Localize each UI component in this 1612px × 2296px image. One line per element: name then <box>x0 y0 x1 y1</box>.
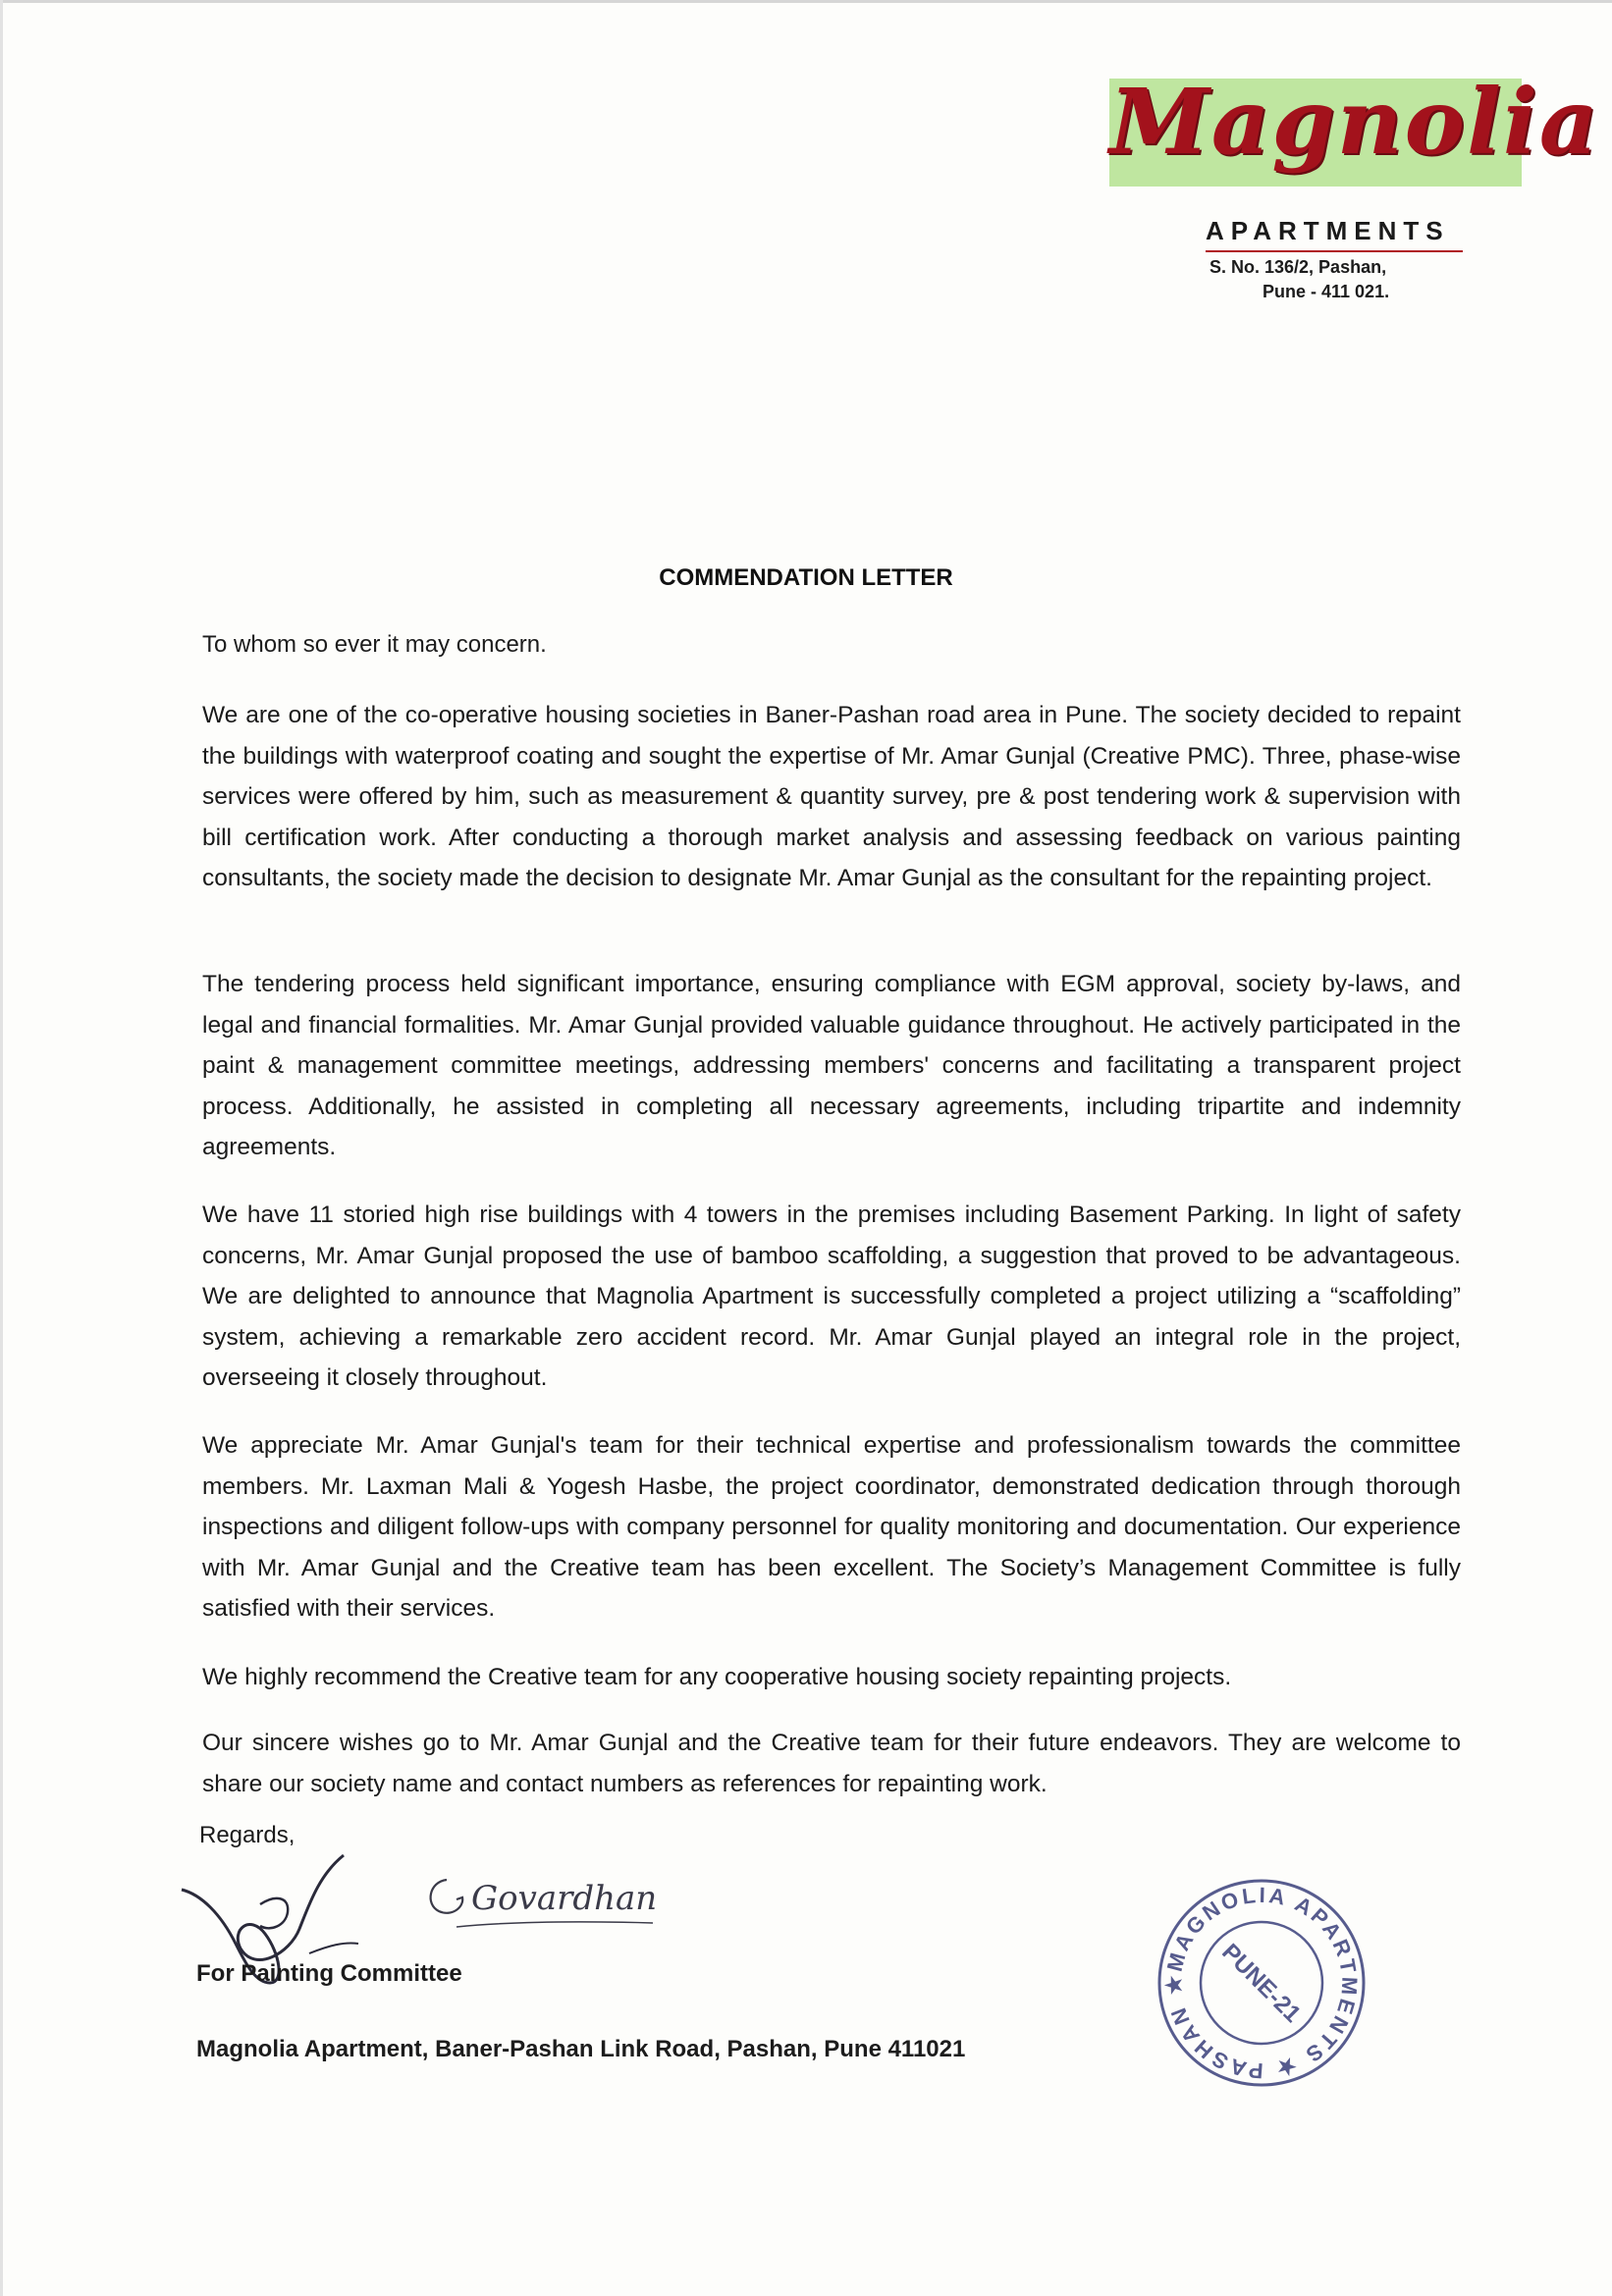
letterhead-apartments: APARTMENTS <box>1206 216 1450 245</box>
regards: Regards, <box>199 1822 296 1848</box>
letterhead-address-line1: S. No. 136/2, Pashan, <box>1209 257 1387 277</box>
paragraph-4: We appreciate Mr. Amar Gunjal's team for their technical expertise and professionalism towards the committee members. Mr. Laxman Mali & Yogesh Hasbe, the project coordinator, demonstrated dedication through thorough inspections and diligent follow-ups with company personnel for quality monitoring and documentation. Our experience with Mr. Amar Gunjal and the Creative team has been excellent. The Society’s Management Committee is fully satisfied with their services. <box>202 1432 1461 1622</box>
paragraph-3: We have 11 storied high rise buildings with 4 towers in the premises including Basement Parking. In light of safety concerns, Mr. Amar Gunjal proposed the use of bamboo scaffolding, a suggestion that proved to be advantageous. We are delighted to announce that Magnolia Apartment is successfully completed a project utilizing a “scaffolding” system, achieving a remarkable zero accident record. Mr. Amar Gunjal played an integral role in the project, overseeing it closely throughout. <box>202 1201 1461 1391</box>
scan-edge-left <box>0 0 3 2296</box>
paragraph-5: We highly recommend the Creative team for any cooperative housing society repainting projects. <box>202 1664 1232 1690</box>
society-address: Magnolia Apartment, Baner-Pashan Link Road, Pashan, Pune 411021 <box>196 2036 966 2062</box>
signature-2-text: Govardhan <box>471 1879 658 1918</box>
paragraph-6: Our sincere wishes go to Mr. Amar Gunjal and the Creative team for their future endeavors. They are welcome to share our society name and contact numbers as references for repainting work. <box>202 1730 1461 1797</box>
stamp-inner-text: PUNE-21 <box>1216 1938 1307 2028</box>
letterhead-rule <box>1206 250 1463 252</box>
signoff-committee: For Painting Committee <box>196 1960 462 1987</box>
salutation: To whom so ever it may concern. <box>202 631 547 658</box>
paragraph-2: The tendering process held significant importance, ensuring compliance with EGM approval, society by-laws, and legal and financial formalities. Mr. Amar Gunjal provided valuable guidance throughout. He actively participated in the paint & management committee meetings, addressing members' concerns and facilitating a transparent project process. Additionally, he assisted in completing all necessary agreements, including tripartite and indemnity agreements. <box>202 971 1461 1160</box>
letter-title: COMMENDATION LETTER <box>659 564 953 591</box>
society-stamp <box>1154 1875 1370 2091</box>
signature-handwritten <box>417 1860 672 1939</box>
scan-edge-top <box>0 0 1612 3</box>
letterhead-address-line2: Pune - 411 021. <box>1263 282 1390 301</box>
magnolia-logo: Magnolia <box>1109 69 1600 175</box>
stamp-outer-text: MAGNOLIA APARTMENTS ★ PASHAN ★ <box>1160 1882 1363 2084</box>
paragraph-1: We are one of the co-operative housing societies in Baner-Pashan road area in Pune. The society decided to repaint the buildings with waterproof coating and sought the expertise of Mr. Amar Gunjal (Creative PMC). Three, phase-wise services were offered by him, such as measurement & quantity survey, pre & post tendering work & supervision with bill certification work. After conducting a thorough market analysis and assessing feedback on various painting consultants, the society made the decision to designate Mr. Amar Gunjal as the consultant for the repainting project. <box>202 702 1461 891</box>
